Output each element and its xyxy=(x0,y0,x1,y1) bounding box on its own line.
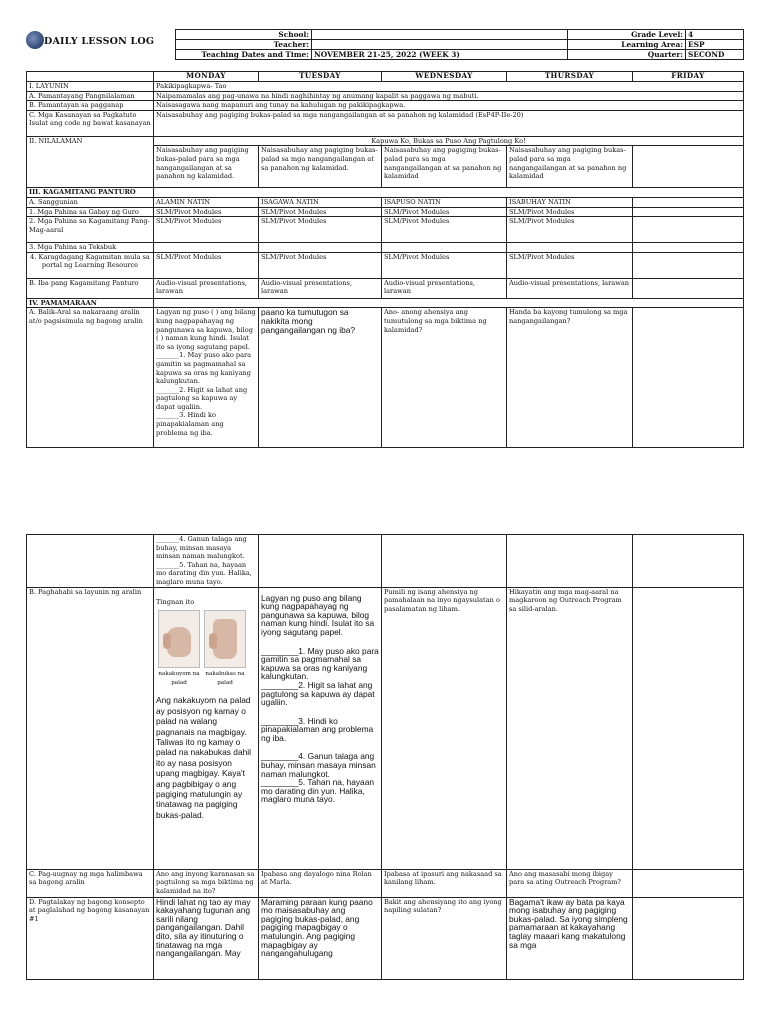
quarter-label: Quarter: xyxy=(568,50,686,60)
deped-seal-logo xyxy=(26,31,44,49)
balik-aral-thursday: Handa ba kayong tumulong sa mga nangangailangan? xyxy=(507,308,633,448)
day-header-row xyxy=(27,72,744,82)
header-row-teacher xyxy=(176,40,744,50)
lr-thursday: SLM/Pivot Modules xyxy=(507,252,633,278)
iba-wednesday: Audio-visual presentations, larawan xyxy=(382,278,507,298)
nilalaman-tuesday: Naisasabuhay ang pagiging bukas-palad sa mga nangangailangan at sa panahon ng kalamidad. xyxy=(259,146,382,188)
row-sanggunian xyxy=(27,197,744,207)
nilalaman-monday: Naisasabuhay ang pagiging bukas-palad para sa mga nangangailangan at sa panahon ng kalamidad. xyxy=(154,146,259,188)
balik-aral-instruction: Lagyan ng puso ( ) ang bilang kung nagpapahayag ng pangunawa sa kapuwa, bilog ( ) naman kung hindi. Isulat ito sa iyong sagutang papel. xyxy=(156,308,256,351)
balik-aral-monday xyxy=(154,308,259,448)
tue-instruction: Lagyan ng puso ang bilang kung nagpapahayag ng pangunawa sa kapuwa, bilog naman kung hindi. Isulat ito sa iyong sagutang papel. xyxy=(261,592,375,637)
lesson-table-page2 xyxy=(26,534,744,980)
balik-aral-item-3: _______3. Hindi ko pinapakialaman ang problema ng iba. xyxy=(156,411,224,437)
row-layunin xyxy=(27,82,744,92)
tingnan-ito-label: Tingnan ito xyxy=(156,597,195,606)
palad-explanation: Ang nakakuyom na palad ay posisyon ng kamay o palad na walang pagnanais na magbigay. Taliwas ito ng kamay o palad na nakabukas dahil ito ay nasa posisyon upang magbigay. Kaya't ang pagbibigay o ang pagiging matulungin ay tinatawag na pagiging bukas-palad. xyxy=(156,695,251,820)
teksbuk-label: 3. Mga Pahina sa Teksbuk xyxy=(27,243,154,253)
pamamaraan-label: IV. PAMAMARAAN xyxy=(27,298,154,308)
iba-monday: Audio-visual presentations, larawan xyxy=(154,278,259,298)
kagamitang-pang-mag-aaral-label: 2. Mga Pahina sa Kagamitang Pang-Mag-aaral xyxy=(27,217,154,243)
gabay-thursday: SLM/Pivot Modules xyxy=(507,207,633,217)
open-palm-image xyxy=(204,610,246,668)
kagamitan-label: III. KAGAMITANG PANTURO xyxy=(27,188,154,198)
closed-fist-image xyxy=(158,610,200,668)
pag-uugnay-monday: Ano ang inyong karanasan sa pagtulong sa mga biktima ng kalamidad na ito? xyxy=(154,869,259,897)
paghahabi-friday xyxy=(633,587,744,869)
balik-aral-item-4: _______4. Ganun talaga ang buhay, minsan masaya minsan naman malungkot. xyxy=(156,535,247,561)
kasanayan-value: Naisasabuhay ang pagiging bukas-palad sa mga nangangailangan at sa panahon ng kalamidad (EsP4P-IIe-20) xyxy=(154,110,744,136)
nilalaman-title: Kapuwa Ko, Bukas sa Puso Ang Pagtulong Ko! xyxy=(154,136,744,146)
row-balik-aral xyxy=(27,308,744,448)
row-kagamitan xyxy=(27,188,744,198)
layunin-label: I. LAYUNIN xyxy=(27,82,154,92)
learning-area-label: Learning Area: xyxy=(568,40,686,50)
sanggunian-thursday: ISABUHAY NATIN xyxy=(507,197,633,207)
row-pamantayan-pagganap xyxy=(27,101,744,111)
layunin-value: Pakikipagkapwa- Tao xyxy=(154,82,744,92)
pag-uugnay-tuesday: Ipabasa ang dayalogo nina Rolan at Marla. xyxy=(259,869,382,897)
tue-item-4: ________4. Ganun talaga ang buhay, minsan masaya minsan naman malungkot. xyxy=(261,751,376,779)
day-tuesday: TUESDAY xyxy=(259,72,382,82)
gesture-images xyxy=(158,610,256,668)
row-paghahabi xyxy=(27,587,744,869)
tue-item-2: ________2. Higit sa lahat ang pagtulong sa kapuwa ay dapat ugaliin. xyxy=(261,679,375,708)
pag-uugnay-wednesday: Ipabasa at ipasuri ang nakasaad sa kanilang liham. xyxy=(382,869,507,897)
gabay-tuesday: SLM/Pivot Modules xyxy=(259,207,382,217)
paghahabi-wednesday: Pumili ng isang ahensiya ng pamahalaan na inyo ngaysulatan o pasalamatan ng liham. xyxy=(382,587,507,869)
header-row-dates xyxy=(176,50,744,60)
kagamitan-spacer xyxy=(154,188,744,198)
pamantayang-pangnilalaman-label: A. Pamantayang Pangnilalaman xyxy=(27,91,154,101)
row-nilalaman-title xyxy=(27,136,744,146)
balik-aral-item-5: _______5. Tahan na, hayaan mo darating din yun. Halika, maglaro muna tayo. xyxy=(156,560,252,586)
balik-aral-friday xyxy=(633,308,744,448)
sanggunian-friday xyxy=(633,197,744,207)
row-pagtalakay xyxy=(27,897,744,979)
paghahabi-thursday: Hikayatin ang mga mag-aaral na magkaroon ng Outreach Program sa silid-aralan. xyxy=(507,587,633,869)
day-wednesday: WEDNESDAY xyxy=(382,72,507,82)
lr-tuesday: SLM/Pivot Modules xyxy=(259,252,382,278)
row-balik-aral-continued xyxy=(27,535,744,588)
nilalaman-thursday: Naisasabuhay ang pagiging bukas-palad para sa mga nangangailangan at sa panahon ng kalamidad xyxy=(507,146,633,188)
balik-aral-label: A. Balik-Aral sa nakaraang aralin at/o pagsisimula ng bagong aralin xyxy=(27,308,154,448)
gabay-monday: SLM/Pivot Modules xyxy=(154,207,259,217)
corner-cell xyxy=(27,72,154,82)
row-pamantayang-pangnilalaman xyxy=(27,91,744,101)
paghahabi-label: B. Paghahabi sa layunin ng aralin xyxy=(27,587,154,869)
sanggunian-wednesday: ISAPUSO NATIN xyxy=(382,197,507,207)
row-iba-pang-kagamitan xyxy=(27,278,744,298)
pagtalakay-wednesday: Bakit ang ahensiyang ito ang iyong napiling sulatan? xyxy=(382,897,507,979)
paghahabi-tuesday xyxy=(259,587,382,869)
pamantayan-pagganap-value: Naisasagawa nang mapanuri ang tunay na kahulugan ng pakikipagkapwa. xyxy=(154,101,744,111)
open-palm-caption: nakabukas na palad xyxy=(205,671,245,686)
balik-aral-item-1: _______1. May puso ako para gamitin sa pagmamahal sa kapuwa sa oras ng kaniyang kalungkutan. xyxy=(156,351,252,386)
dates-label: Teaching Dates and Time: xyxy=(176,50,312,60)
tue-item-3: ________3. Hindi ko pinapakialaman ang problema ng iba. xyxy=(261,715,374,743)
sanggunian-label: A. Sanggunian xyxy=(27,197,154,207)
row-teksbuk xyxy=(27,243,744,253)
header-row-school xyxy=(176,30,744,40)
gabay-guro-label: 1. Mga Pahina sa Gabay ng Guro xyxy=(27,207,154,217)
dll-title: DAILY LESSON LOG xyxy=(44,36,155,47)
pagtalakay-thursday: Bagama't ikaw ay bata pa kaya mong isabuhay ang pagiging bukas-palad. Sa iyong simpleng pamamaraan at kakayahang taglay maaari kang makatulong sa mga xyxy=(507,897,633,979)
paghahabi-monday xyxy=(154,587,259,869)
learning-area-value: ESP xyxy=(686,40,744,50)
tue-item-1: ________1. May puso ako para gamitin sa pagmamahal sa kapuwa sa oras ng kaniyang kalungkutan. xyxy=(261,645,379,682)
row-pag-uugnay xyxy=(27,869,744,897)
iba-friday xyxy=(633,278,744,298)
row-kasanayan xyxy=(27,110,744,136)
pagtalakay-monday: Hindi lahat ng tao ay may kakayahang tugunan ang sarili nilang pangangailangan. Dahil dito, sila ay itinuturing o tinatawag na mga nangangailangan. May xyxy=(154,897,259,979)
balik-aral-tuesday: paano ka tumutugon sa nakikita mong pangangailangan ng iba? xyxy=(259,308,382,448)
nilalaman-friday xyxy=(633,146,744,188)
mag-aaral-tuesday: SLM/Pivot Modules xyxy=(259,217,382,243)
teacher-value xyxy=(312,40,568,50)
balik-aral-continued-monday xyxy=(154,535,259,588)
learning-resource-label: 4. Karagdagang Kagamitan mula sa portal ng Learning Resource xyxy=(27,252,154,278)
tue-item-5: ________5. Tahan na, hayaan mo darating din yun. Halika, maglaro muna tayo. xyxy=(261,777,375,805)
pagtalakay-label: D. Pagtalakay ng bagong konsepto at paglalahad ng bagong kasanayan #1 xyxy=(27,897,154,979)
nilalaman-label: II. NILALAMAN xyxy=(27,136,154,188)
row-learning-resource xyxy=(27,252,744,278)
mag-aaral-monday: SLM/Pivot Modules xyxy=(154,217,259,243)
iba-pang-kagamitan-label: B. Iba pang Kagamitang Panturo xyxy=(27,278,154,298)
mag-aaral-friday xyxy=(633,217,744,243)
pag-uugnay-label: C. Pag-uugnay ng mga halimbawa sa bagong aralin xyxy=(27,869,154,897)
teacher-label: Teacher: xyxy=(176,40,312,50)
grade-level-label: Grade Level: xyxy=(568,30,686,40)
iba-thursday: Audio-visual presentations, larawan xyxy=(507,278,633,298)
day-thursday: THURSDAY xyxy=(507,72,633,82)
pamantayan-pagganap-label: B. Pamantayan sa pagganap xyxy=(27,101,154,111)
nilalaman-wednesday: Naisasabuhay ang pagiging bukas-palad para sa mga nangangailangan at sa panahon ng kalamidad xyxy=(382,146,507,188)
gabay-wednesday: SLM/Pivot Modules xyxy=(382,207,507,217)
pag-uugnay-thursday: Ano ang masasabi mong ibigay para sa ating Outreach Program? xyxy=(507,869,633,897)
dates-value: NOVEMBER 21-25, 2022 (WEEK 3) xyxy=(312,50,568,60)
pagtalakay-friday xyxy=(633,897,744,979)
pag-uugnay-friday xyxy=(633,869,744,897)
sanggunian-monday: ALAMIN NATIN xyxy=(154,197,259,207)
mag-aaral-thursday: SLM/Pivot Modules xyxy=(507,217,633,243)
lr-friday xyxy=(633,252,744,278)
grade-level-value: 4 xyxy=(686,30,744,40)
lr-wednesday: SLM/Pivot Modules xyxy=(382,252,507,278)
quarter-value: SECOND xyxy=(686,50,744,60)
school-value xyxy=(312,30,568,40)
balik-aral-wednesday: Ano- anong ahensiya ang tumutulong sa mga biktima ng kalamidad? xyxy=(382,308,507,448)
mag-aaral-wednesday: SLM/Pivot Modules xyxy=(382,217,507,243)
day-friday: FRIDAY xyxy=(633,72,744,82)
lesson-table-page1 xyxy=(26,71,744,448)
row-gabay-guro xyxy=(27,207,744,217)
row-kagamitang-pang-mag-aaral xyxy=(27,217,744,243)
gabay-friday xyxy=(633,207,744,217)
kasanayan-label: C. Mga Kasanayan sa Pagkatuto Isulat ang code ng bawat kasanayan xyxy=(27,110,154,136)
sanggunian-tuesday: ISAGAWA NATIN xyxy=(259,197,382,207)
row-pamamaraan xyxy=(27,298,744,308)
school-label: School: xyxy=(176,30,312,40)
iba-tuesday: Audio-visual presentations, larawan xyxy=(259,278,382,298)
header-info-table xyxy=(175,29,744,60)
closed-fist-caption: nakakuyom na palad xyxy=(158,671,200,686)
pamantayang-pangnilalaman-value: Naipamamalas ang pag-unawa na hindi naghihintay ng anumang kapalit sa paggawa ng mabuti. xyxy=(154,91,744,101)
day-monday: MONDAY xyxy=(154,72,259,82)
pagtalakay-tuesday: Maraming paraan kung paano mo maisasabuhay ang pagiging bukas-palad, ang pagiging mapagbigay o matulungin. Ang pagiging mapagbigay ay nangangahulugang xyxy=(259,897,382,979)
balik-aral-item-2: _______2. Higit sa lahat ang pagtulong sa kapuwa ay dapat ugaliin. xyxy=(156,385,248,411)
lr-monday: SLM/Pivot Modules xyxy=(154,252,259,278)
